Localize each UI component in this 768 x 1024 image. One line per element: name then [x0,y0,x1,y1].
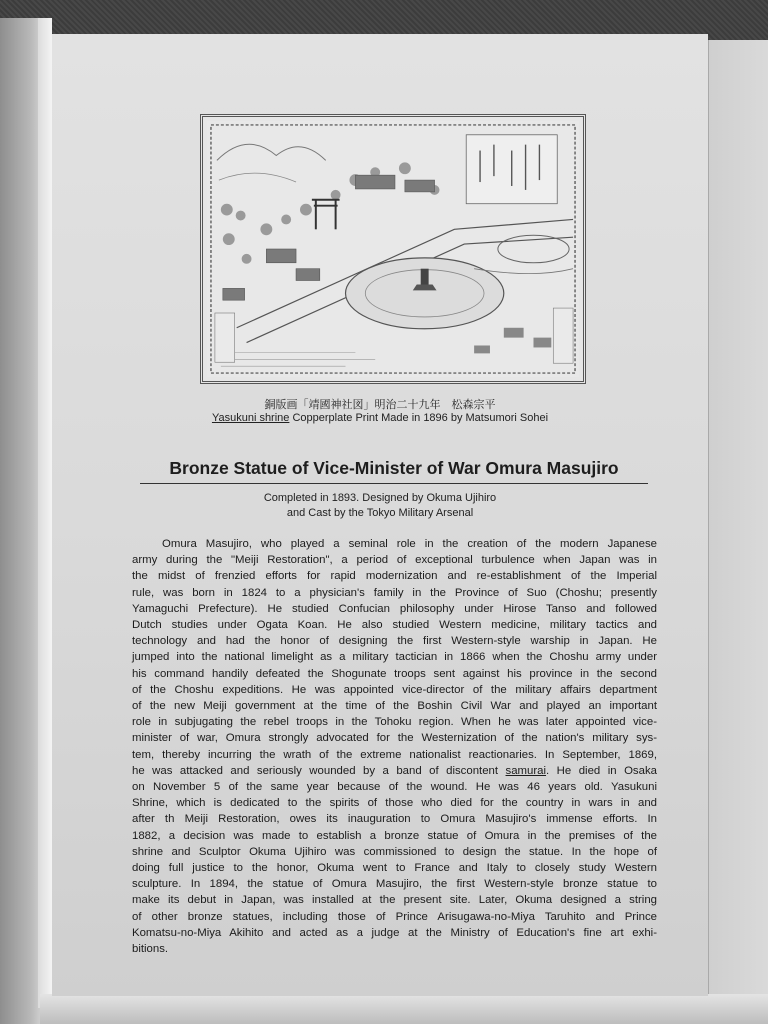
display-frame-bottom [40,994,768,1024]
body-line: Omura Masujiro, who played a seminal role in the creation of the modern Japanese [162,538,657,550]
underlined-term-samurai: samurai [505,764,547,777]
adjacent-panel [707,40,768,1000]
print-caption-english [52,412,708,424]
body-line: Komatsu-no-Miya Akihito and acted as a judge at the Ministry of Education's fine art exhi- [132,926,657,939]
body-line: tem, thereby incurring the wrath of the extreme nationalist reactionaries. In September, 1869, [132,748,657,761]
print-caption-japanese: 銅版画「靖國神社図」明治二十九年 松森宗平 [264,398,496,411]
body-line: doing full justice to the honor, Okuma went to France and Italy to closely study Western [132,862,657,875]
body-line: army during the "Meiji Restoration", a period of exceptional turbulence when Japan was in [132,554,657,567]
body-line: jumped into the national limelight as a military tactician in 1866 when the Choshu army under [132,651,657,664]
plaque-body-text [132,536,657,957]
subtitle-line-2: and Cast by the Tokyo Military Arsenal [286,507,474,519]
body-line: Shrine, which is dedicated to the spirits of those who died for the country in wars in and [132,797,657,810]
body-line: Yamaguchi Prefecture). He studied Confucian philosophy under Hirose Tanso and followed [132,602,657,615]
body-line: make its debut in Japan, was installed at the present site. Later, Okuma designed a string [132,894,657,907]
caption-rest: Copperplate Print Made in 1896 by Matsumori Sohei [289,412,549,424]
plaque-title: Bronze Statue of Vice-Minister of War Omura Masujiro [140,458,648,484]
body-line: bitions. [132,943,169,956]
display-frame-edge [38,18,52,1008]
info-plaque [52,34,708,996]
body-line: on November 5 of the same year because of the wound. He was 46 years old. Yasukuni [132,781,657,794]
body-line: technology and had the honor of designing the first Western-style warship in Japan. He [132,635,657,648]
body-line: Dutch studies under Ogata Koan. He also studied Western medicine, military tactics and [132,619,657,632]
shrine-map-illustration [207,121,579,377]
body-line: sculpture. In 1894, the statue of Omura Masujiro, the first Western-style bronze statue to [132,878,657,891]
body-line: after th Meiji Restoration, owes its inauguration to Omura Masujiro's immense efforts. In [132,813,657,826]
body-line: he was attacked and seriously wounded by a band of discontent samurai. He died in Osaka [132,764,657,777]
caption-link-yasukuni-shrine: Yasukuni shrine [211,412,290,424]
body-line: the midst of frenzied efforts for rapid modernization and re-establishment of the Imperial [132,570,657,583]
body-line: of other bronze statues, including those of Prince Arisugawa-no-Miya Taruhito and Prince [132,910,657,923]
subtitle-line-1: Completed in 1893. Designed by Okuma Ujihiro [263,492,497,504]
body-line: rule, was born in 1824 to a physician's family in the Province of Suo (Choshu; presently [132,586,657,599]
body-line: 1882, a decision was made to establish a bronze statue of Omura in the premises of the [132,829,657,842]
copperplate-print-image [200,114,586,384]
body-line: shrine and Sculptor Okuma Ujihiro was commissioned to design the statue. In the hope of [132,845,657,858]
body-line: minister of war, Omura strongly advocated for the Westernization of the nation's military sys- [132,732,657,745]
plaque-subtitle [52,491,708,521]
body-line: of the Choshu expeditions. He was appointed vice-director of the military affairs department [132,683,657,696]
body-line: of the new Meiji government at the time of the Boshin Civil War and played an important [132,700,657,713]
body-line: his command handily defeated the Shogunate troops sent against his province in the second [132,667,657,680]
body-line: role in subjugating the rebel troops in the Tohoku region. When he was later appointed vice- [132,716,657,729]
